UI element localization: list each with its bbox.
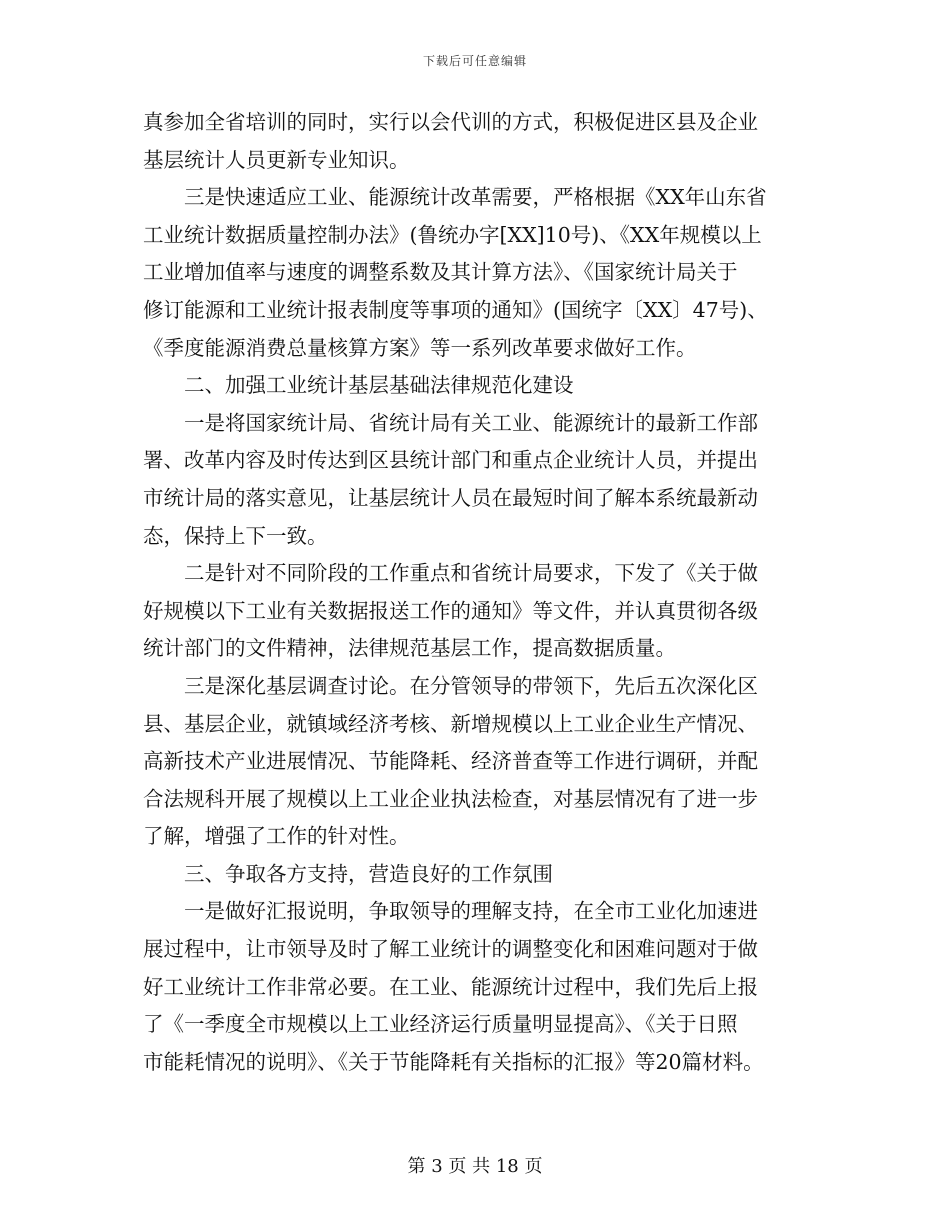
text-line: 市能耗情况的说明》、《关于节能降耗有关指标的汇报》等20篇材料。 [143,1049,764,1074]
text-line: 基层统计人员更新专业知识。 [143,147,410,172]
paragraph-6 [143,893,823,1081]
text-line: 了《一季度全市规模以上工业经济运行质量明显提高》、《关于日照 [143,1012,738,1037]
text-line: 二、加强工业统计基层基础法律规范化建设 [143,373,574,398]
text-line: 工业统计数据质量控制办法》(鲁统办字[XX]10号)、《XX年规模以上 [143,222,762,247]
text-line: 修订能源和工业统计报表制度等事项的通知》(国统字〔XX〕47号)、 [143,297,768,322]
text-line: 好规模以下工业有关数据报送工作的通知》等文件，并认真贯彻各级 [143,598,758,623]
section-heading-3 [143,856,823,894]
text-line: 态，保持上下一致。 [143,523,328,548]
text-line: 好工业统计工作非常必要。在工业、能源统计过程中，我们先后上报 [143,974,758,999]
paragraph-3 [143,405,823,555]
text-line: 三、争取各方支持，营造良好的工作氛围 [143,861,553,886]
header-note: 下载后可任意编辑 [422,54,527,68]
paragraph-4 [143,555,823,668]
text-line: 市统计局的落实意见，让基层统计人员在最短时间了解本系统最新动 [143,485,758,510]
text-line: 二是针对不同阶段的工作重点和省统计局要求，下发了《关于做 [143,561,758,586]
text-line: 工业增加值率与速度的调整系数及其计算方法》、《国家统计局关于 [143,260,738,285]
text-line: 高新技术产业进展情况、节能降耗、经济普查等工作进行调研，并配 [143,749,758,774]
paragraph-1 [143,104,823,179]
text-line: 《季度能源消费总量核算方案》等一系列改革要求做好工作。 [143,335,697,360]
text-line: 三是快速适应工业、能源统计改革需要，严格根据《XX年山东省 [143,185,767,210]
paragraph-5 [143,668,823,856]
text-line: 真参加全省培训的同时，实行以会代训的方式，积极促进区县及企业 [143,110,758,134]
text-line: 一是做好汇报说明，争取领导的理解支持，在全市工业化加速进 [143,899,758,924]
text-line: 统计部门的文件精神，法律规范基层工作，提高数据质量。 [143,636,676,661]
text-line: 一是将国家统计局、省统计局有关工业、能源统计的最新工作部 [143,410,758,435]
paragraph-2 [143,179,823,367]
text-line: 三是深化基层调查讨论。在分管领导的带领下，先后五次深化区 [143,673,758,698]
section-heading-2 [143,367,823,405]
text-line: 了解，增强了工作的针对性。 [143,824,410,849]
text-line: 展过程中，让市领导及时了解工业统计的调整变化和困难问题对于做 [143,937,758,962]
document-body [143,104,823,1081]
page-footer: 第 3 页 共 18 页 [407,1156,543,1177]
text-line: 县、基层企业，就镇域经济考核、新增规模以上工业企业生产情况、 [143,711,758,736]
text-line: 合法规科开展了规模以上工业企业执法检查，对基层情况有了进一步 [143,786,758,811]
text-line: 署、改革内容及时传达到区县统计部门和重点企业统计人员，并提出 [143,448,758,473]
